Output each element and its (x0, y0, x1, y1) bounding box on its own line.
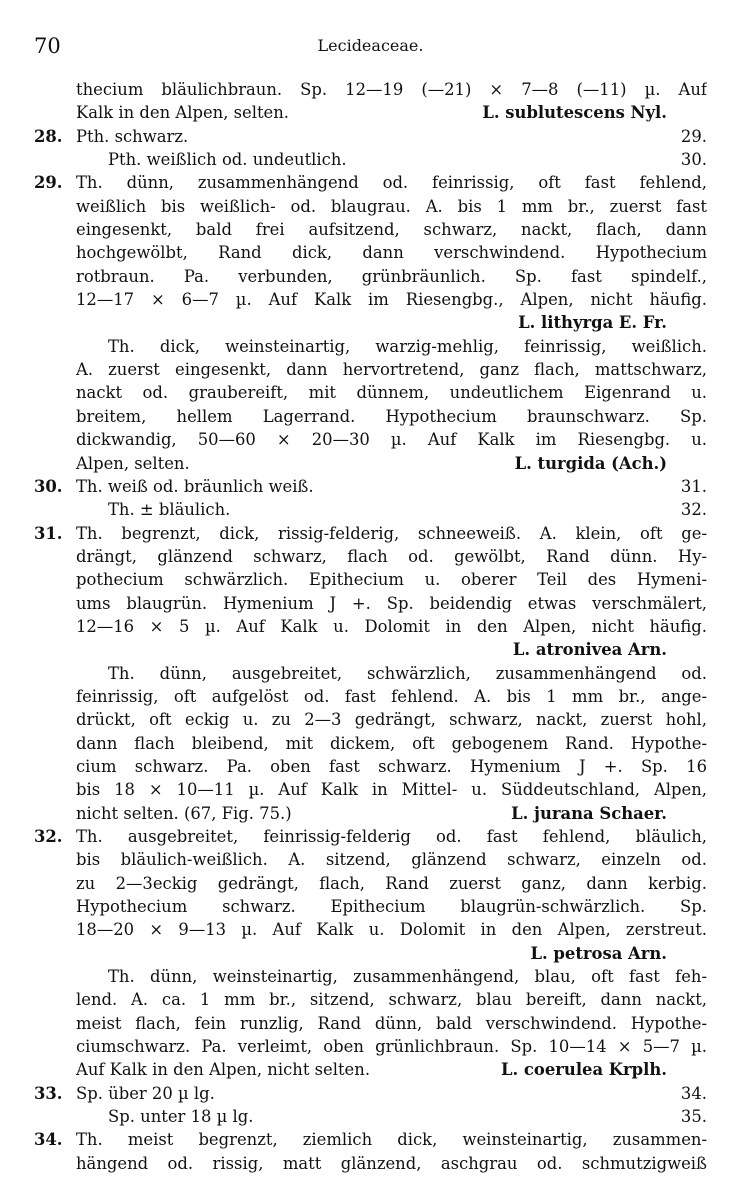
line-text: Kalk in den Alpen, selten. (76, 103, 290, 123)
lead-reference: 30. (680, 150, 707, 170)
line-text: Alpen, selten. (76, 453, 190, 473)
text-line (34, 708, 707, 731)
lead-reference: 34. (680, 1083, 707, 1103)
lead-reference: 29. (680, 126, 707, 146)
species-name: L. lithyrga E. Fr. (518, 313, 667, 333)
line-text: drängt, glänzend schwarz, flach od. gewölbt, Rand dünn. Hy- (76, 546, 707, 566)
line-text: A. zuerst eingesenkt, dann hervortretend, ganz flach, mattschwarz, (76, 360, 707, 380)
couplet-number: 34. (34, 1130, 63, 1150)
text-line (34, 755, 707, 778)
line-text: Th. dünn, ausgebreitet, schwärzlich, zusammenhängend od. (108, 663, 707, 683)
text-line (34, 685, 707, 708)
line-text: zu 2—3eckig gedrängt, flach, Rand zuerst ganz, dann kerbig. (76, 873, 707, 893)
text-line (34, 942, 707, 965)
text-line (34, 335, 707, 358)
line-text: bis bläulich-weißlich. A. sitzend, glänzend schwarz, einzeln od. (76, 850, 707, 870)
text-line (34, 428, 707, 451)
couplet-number: 33. (34, 1083, 63, 1103)
text-line (34, 405, 707, 428)
text-line (34, 358, 707, 381)
text-line (34, 615, 707, 638)
lead-reference: 32. (680, 500, 707, 520)
text-line (34, 848, 707, 871)
line-text: dann flach bleibend, mit dickem, oft gebogenem Rand. Hypothe- (76, 733, 707, 753)
species-name: L. atronivea Arn. (512, 640, 667, 660)
line-text: 12—17 × 6—7 µ. Auf Kalk im Riesengbg., Alpen, nicht häufig. (76, 290, 707, 310)
species-name: L. jurana Schaer. (511, 803, 667, 823)
line-text: 12—16 × 5 µ. Auf Kalk u. Dolomit in den Alpen, nicht häufig. (76, 616, 707, 636)
line-text: Th. begrenzt, dick, rissig-felderig, schneeweiß. A. klein, oft ge- (76, 523, 707, 543)
text-line (34, 288, 707, 311)
couplet-number: 30. (34, 476, 63, 496)
text-line (34, 825, 707, 848)
line-text: Th. dünn, zusammenhängend od. feinrissig, oft fast fehlend, (76, 173, 707, 193)
line-text: lend. A. ca. 1 mm br., sitzend, schwarz, blau bereift, dann nackt, (76, 990, 707, 1010)
text-line (34, 171, 707, 194)
key-text (34, 78, 707, 1175)
couplet-number: 31. (34, 523, 63, 543)
text-line (34, 265, 707, 288)
page-header (34, 34, 707, 78)
couplet-number: 28. (34, 126, 63, 146)
text-line (34, 778, 707, 801)
text-line (34, 988, 707, 1011)
line-text: rotbraun. Pa. verbunden, grünbräunlich. Sp. fast spindelf., (76, 266, 707, 286)
line-text: Th. meist begrenzt, ziemlich dick, weinsteinartig, zusammen- (76, 1130, 707, 1150)
text-line (34, 381, 707, 404)
line-text: ums blaugrün. Hymenium J +. Sp. beidendig etwas verschmälert, (76, 593, 707, 613)
line-text: dickwandig, 50—60 × 20—30 µ. Auf Kalk im Riesengbg. u. (76, 430, 707, 450)
line-text: nackt od. graubereift, mit dünnem, undeutlichem Eigenrand u. (76, 383, 707, 403)
text-line (34, 568, 707, 591)
line-text: Sp. über 20 µ lg. (76, 1083, 215, 1103)
line-text: 18—20 × 9—13 µ. Auf Kalk u. Dolomit in den Alpen, zerstreut. (76, 920, 707, 940)
line-text: Th. dick, weinsteinartig, warzig-mehlig, feinrissig, weißlich. (108, 336, 707, 356)
line-text: thecium bläulichbraun. Sp. 12—19 (—21) × 7—8 (—11) µ. Auf (76, 80, 707, 99)
text-line (34, 195, 707, 218)
line-text: feinrissig, oft aufgelöst od. fast fehlend. A. bis 1 mm br., ange- (76, 686, 707, 706)
text-line (34, 148, 707, 171)
line-text: meist flach, fein runzlig, Rand dünn, bald verschwindend. Hypothe- (76, 1013, 707, 1033)
text-line (34, 965, 707, 988)
text-line (34, 802, 707, 825)
line-text: Th. dünn, weinsteinartig, zusammenhängend, blau, oft fast feh- (108, 967, 707, 987)
text-line (34, 78, 707, 101)
line-text: pothecium schwärzlich. Epithecium u. oberer Teil des Hymeni- (76, 570, 707, 590)
line-text: breitem, hellem Lagerrand. Hypothecium braunschwarz. Sp. (76, 406, 707, 426)
page-number: 70 (34, 34, 61, 58)
line-text: Pth. weißlich od. undeutlich. (108, 150, 347, 170)
text-line (34, 592, 707, 615)
text-line (34, 1012, 707, 1035)
line-text: Th. ± bläulich. (108, 500, 231, 520)
text-line (34, 1105, 707, 1128)
text-line (34, 101, 707, 124)
text-line (34, 241, 707, 264)
line-text: hängend od. rissig, matt glänzend, aschgrau od. schmutzigweiß (76, 1153, 707, 1173)
line-text: Pth. schwarz. (76, 126, 189, 146)
text-line (34, 452, 707, 475)
couplet-number: 32. (34, 827, 63, 846)
text-line (34, 662, 707, 685)
line-text: ciumschwarz. Pa. verleimt, oben grünlichbraun. Sp. 10—14 × 5—7 µ. (76, 1037, 707, 1057)
line-text: nicht selten. (67, Fig. 75.) (76, 803, 292, 823)
text-line (34, 1082, 707, 1105)
lead-reference: 35. (680, 1107, 707, 1127)
running-title: Lecideaceae. (317, 36, 424, 55)
text-line (34, 545, 707, 568)
species-name: L. sublutescens Nyl. (482, 103, 667, 123)
line-text: cium schwarz. Pa. oben fast schwarz. Hymenium J +. Sp. 16 (76, 756, 707, 776)
text-line (34, 872, 707, 895)
species-name: L. turgida (Ach.) (514, 453, 667, 473)
species-name: L. petrosa Arn. (530, 943, 667, 963)
text-line (34, 1035, 707, 1058)
line-text: Hypothecium schwarz. Epithecium blaugrün-schwärzlich. Sp. (76, 897, 707, 917)
text-line (34, 895, 707, 918)
text-line (34, 918, 707, 941)
text-line (34, 1058, 707, 1081)
line-text: eingesenkt, bald frei aufsitzend, schwarz, nackt, flach, dann (76, 220, 707, 240)
species-name: L. coerulea Krplh. (500, 1060, 667, 1080)
text-line (34, 638, 707, 661)
line-text: bis 18 × 10—11 µ. Auf Kalk in Mittel- u. Süddeutschland, Alpen, (76, 780, 707, 800)
line-text: drückt, oft eckig u. zu 2—3 gedrängt, schwarz, nackt, zuerst hohl, (76, 710, 707, 730)
couplet-number: 29. (34, 173, 63, 193)
line-text: Th. weiß od. bräunlich weiß. (76, 476, 314, 496)
line-text: weißlich bis weißlich- od. blaugrau. A. bis 1 mm br., zuerst fast (76, 196, 707, 216)
text-line (34, 1128, 707, 1151)
line-text: Th. ausgebreitet, feinrissig-felderig od. fast fehlend, bläulich, (76, 827, 707, 846)
text-line (34, 1152, 707, 1175)
text-line (34, 522, 707, 545)
line-text: hochgewölbt, Rand dick, dann verschwindend. Hypothecium (76, 243, 707, 263)
text-line (34, 732, 707, 755)
line-text: Auf Kalk in den Alpen, nicht selten. (76, 1060, 371, 1080)
line-text: Sp. unter 18 µ lg. (108, 1107, 254, 1127)
text-line (34, 498, 707, 521)
lead-reference: 31. (680, 476, 707, 496)
text-line (34, 218, 707, 241)
text-line (34, 311, 707, 334)
text-line (34, 125, 707, 148)
text-line (34, 475, 707, 498)
